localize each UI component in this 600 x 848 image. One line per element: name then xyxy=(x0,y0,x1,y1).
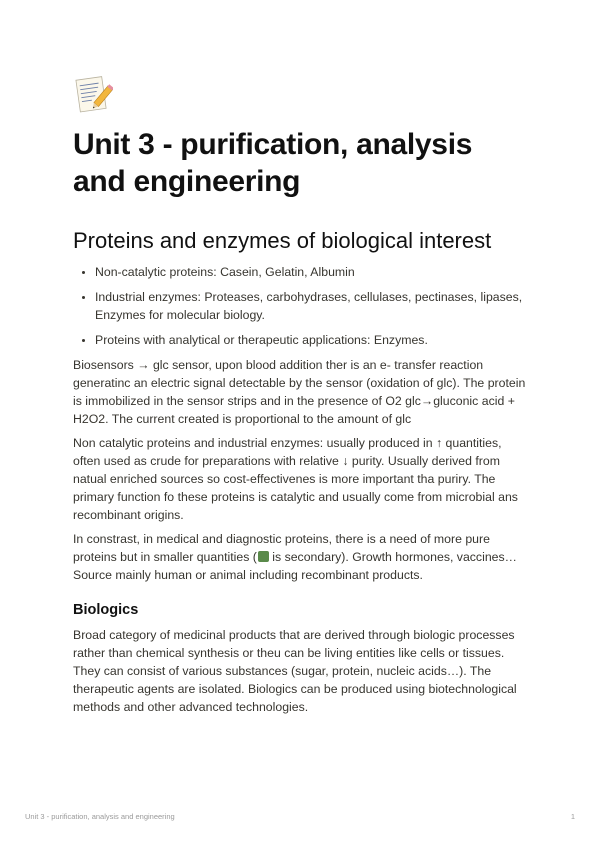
list-item: • Industrial enzymes: Proteases, carbohydrases, cellulases, pectinases, lipases, Enzymes for molecular biology. xyxy=(95,288,529,324)
paragraph-text: In constrast, in medical and diagnostic proteins, there is a need of more pure proteins but in smaller quantities ( xyxy=(73,532,490,564)
page-footer xyxy=(25,812,575,821)
page-title: Unit 3 - purification, analysis and engineering xyxy=(73,128,473,198)
memo-pencil-icon xyxy=(73,74,113,114)
bullet-list xyxy=(73,263,529,349)
list-item: • Non-catalytic proteins: Casein, Gelatin, Albumin xyxy=(95,263,529,281)
document-page xyxy=(73,74,529,716)
page-number: 1 xyxy=(570,812,575,821)
list-item: • Proteins with analytical or therapeutic applications: Enzymes. xyxy=(95,331,529,349)
paragraph-text: is secondary). Growth hormones, vaccines… Source mainly human or animal including recombinant products. xyxy=(73,550,517,582)
footer-title: Unit 3 - purification, analysis and engineering xyxy=(25,812,175,821)
paragraph-medical xyxy=(73,530,529,584)
paragraph-industrial: Non catalytic proteins and industrial enzymes: usually produced in ↑ quantities, often used as crude for preparations with relative ↓ purity. Usually derived from natual enriched sources so cost-effectivenes is more important tha puriry. The primary function fo these proteins is catalytic and usually come from microbial ans recombinant origins. xyxy=(73,436,518,522)
paragraph-biologics: Broad category of medicinal products that are derived through biologic processes rather than chemical synthesis or theu can be living entities like cells or tissues. They can consist of various substances (sugar, protein, nucleic acids…). The therapeutic agents are isolated. Biologics can be produced using biotechnological methods and other advanced technologies. xyxy=(73,628,517,714)
paragraph-biosensors: Biosensors → glc sensor, upon blood addition ther is an e- transfer reaction generatinc an electric signal detectable by the sensor (oxidation of glc). The protein is immobilized in the sensor strips and in the presence of O2 glc→gluconic acid + H2O2. The current created is proportional to the amount of glc xyxy=(73,358,526,426)
biologics-heading: Biologics xyxy=(73,602,139,618)
section-heading: Proteins and enzymes of biological interest xyxy=(73,228,492,253)
money-icon xyxy=(258,551,269,562)
